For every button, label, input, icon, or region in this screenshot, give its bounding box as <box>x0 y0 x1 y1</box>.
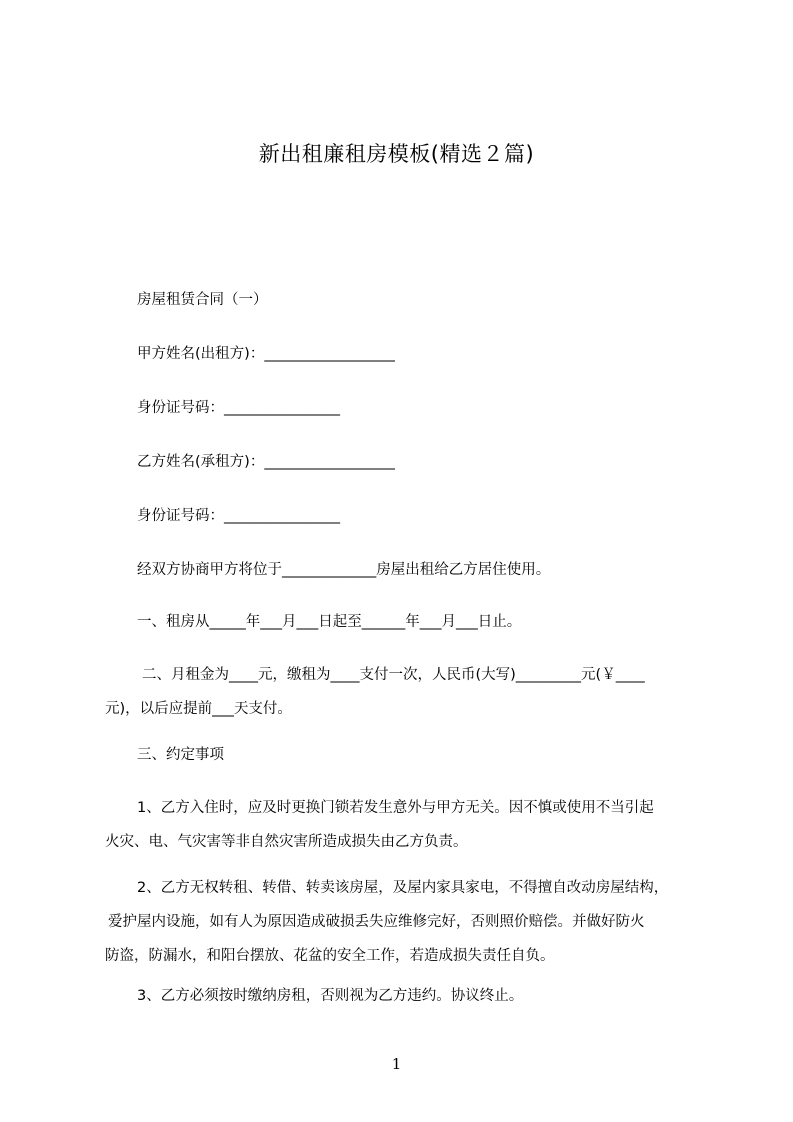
party-b-name-field: 乙方姓名(承租方)：__________________ <box>137 454 395 470</box>
term-item-3: 3、乙方必须按时缴纳房租，否则视为乙方违约。协议终止。 <box>137 988 524 1004</box>
term-item-1 <box>105 798 715 852</box>
party-a-id-field: 身份证号码：________________ <box>137 400 340 416</box>
contract-heading: 房屋租赁合同（一） <box>137 292 268 308</box>
term-item-2 <box>105 878 715 966</box>
party-a-name-field: 甲方姓名(出租方)：__________________ <box>137 346 395 362</box>
party-b-id-field: 身份证号码：________________ <box>137 508 340 524</box>
document-title: 新出租廉租房模板(精选２篇) <box>258 142 535 166</box>
rent-clause-line-1: 二、月租金为____元，缴租为____支付一次，人民币(大写)_________元(￥____ <box>142 667 645 683</box>
page-number: 1 <box>391 1055 402 1073</box>
rent-clause-line-2: 元)，以后应提前___天支付。 <box>105 701 292 717</box>
term-item-2-line-1: 2、乙方无权转租、转借、转卖该房屋，及屋内家具家电，不得擅自改动房屋结构， <box>137 880 669 896</box>
term-item-1-line-2: 火灾、电、气灾害等非自然灾害所造成损失由乙方负责。 <box>105 834 468 850</box>
section-heading-terms: 三、约定事项 <box>137 747 224 763</box>
rent-clause <box>105 665 715 719</box>
term-item-2-line-2: 爱护屋内设施，如有人为原因造成破损丢失应维修完好，否则照价赔偿。并做好防火 <box>108 914 645 930</box>
term-item-2-line-3: 防盗，防漏水，和阳台摆放、花盆的安全工作，若造成损失责任自负。 <box>105 948 555 964</box>
property-location-clause: 经双方协商甲方将位于_____________房屋出租给乙方居住使用。 <box>137 562 551 578</box>
lease-term-clause: 一、租房从_____年___月___日起至______年___月___日止。 <box>137 614 522 630</box>
term-item-1-line-1: 1、乙方入住时，应及时更换门锁若发生意外与甲方无关。因不慎或使用不当引起 <box>137 800 654 816</box>
